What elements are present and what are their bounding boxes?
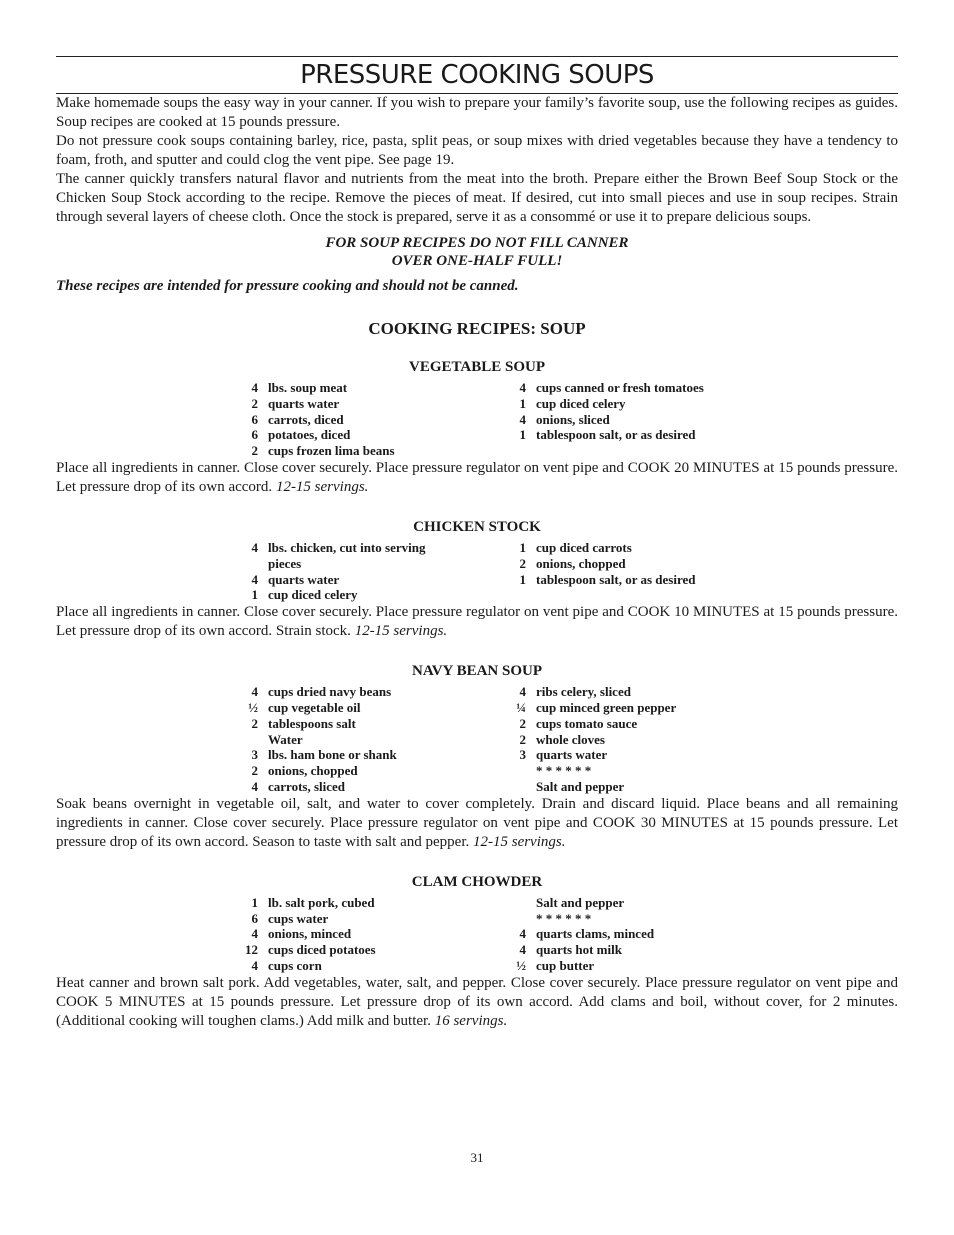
ingredient-quantity: 1 [519,571,526,587]
ingredient-column-right [502,540,770,603]
ingredient-row [234,763,502,779]
ingredient-quantity: 4 [519,411,526,427]
ingredient-row [502,763,770,779]
ingredient-text: potatoes, diced [268,427,351,443]
ingredient-row [234,942,502,958]
ingredient-row [502,572,770,588]
ingredient-text: cup diced celery [268,587,358,603]
ingredient-row [234,412,502,428]
recipe-title: CHICKEN STOCK [413,518,541,535]
ingredient-text: cup vegetable oil [268,699,361,715]
ingredient-text: tablespoon salt, or as desired [536,427,696,443]
ingredient-quantity: 2 [251,715,258,731]
ingredient-quantity: 4 [251,380,258,395]
ingredient-text: cups frozen lima beans [268,443,395,459]
ingredient-text: quarts clams, minced [536,926,655,942]
ingredient-quantity: 2 [251,763,258,779]
ingredient-text: lbs. chicken, cut into serving [268,539,426,555]
ingredient-row [234,911,502,927]
ingredient-row [234,540,502,556]
ingredient-column-right [502,684,770,795]
directions-text: Place all ingredients in canner. Close cover securely. Place pressure regulator on vent pipe and COOK 20 MINUTES at 15 pounds pressure. Let pressure drop of its own accord. [56,459,898,495]
ingredient-row [502,700,770,716]
ingredient-quantity [234,556,268,572]
ingredient-text: pieces [268,555,302,571]
ingredient-row [502,779,770,795]
ingredient-row [234,779,502,795]
ingredient-row [502,895,770,911]
recipe-directions [56,974,898,1031]
ingredient-row [234,427,502,443]
ingredient-quantity: 4 [519,684,526,700]
ingredient-row [502,716,770,732]
ingredient-text: onions, chopped [536,555,626,571]
ingredient-row [234,572,502,588]
ingredient-quantity: 6 [251,427,258,443]
ingredient-text: lbs. ham bone or shank [268,747,397,763]
ingredient-row [234,556,502,572]
ingredient-text: cups dried navy beans [268,684,392,700]
ingredient-quantity: 2 [519,715,526,731]
page-number: 31 [470,1150,484,1165]
ingredient-quantity [502,763,536,779]
servings-text: 12-15 servings. [354,623,448,640]
ingredient-row [234,396,502,412]
ingredient-list [234,895,898,974]
intro-paragraph-1: Make homemade soups the easy way in your canner. If you wish to prepare your family’s favorite soup, use the following recipes as guides. Soup recipes are cooked at 15 pounds pressure. [56,95,898,130]
servings-text: 16 servings. [434,1012,508,1029]
ingredient-quantity: 3 [519,747,526,763]
ingredient-quantity: 4 [519,380,526,395]
intro-paragraph-3: The canner quickly transfers natural flavor and nutrients from the meat into the broth. Prepare either the Brown Beef Soup Stock or the Chicken Soup Stock according to the recipe. Remove the pieces of meat. If desired, cut into small pieces and use in soup recipes. Strain through several layers of cheese cloth. Once the stock is prepared, serve it as a consommé or use it to prepare delicious soups. [56,171,898,225]
ingredient-quantity: 4 [251,684,258,700]
ingredient-row [502,427,770,443]
ingredient-row [502,556,770,572]
ingredient-row [234,443,502,459]
directions-text: Heat canner and brown salt pork. Add vegetables, water, salt, and pepper. Close cover securely. Place pressure regulator on vent pipe and COOK 5 MINUTES at 15 pounds pressure. Let pressure drop of its own accord. Add clams and boil, without cover, for 2 minutes. (Additional cooking will toughen clams.) Add milk and butter. [56,974,898,1029]
ingredient-text: onions, sliced [536,411,610,427]
ingredient-quantity [234,732,268,748]
recipe-block [56,358,898,497]
ingredient-list [234,380,898,459]
ingredient-quantity [502,911,536,927]
fill-warning-line-2: OVER ONE-HALF FULL! [391,253,563,269]
ingredient-text: quarts water [268,395,340,411]
ingredient-text: ribs celery, sliced [536,684,631,700]
ingredient-quantity: 1 [251,587,258,603]
fill-warning [56,234,898,270]
ingredient-row [502,684,770,700]
ingredient-column-left [234,380,502,459]
ingredient-column-right [502,380,770,459]
ingredient-row [502,747,770,763]
ingredient-quantity: 6 [251,411,258,427]
ingredient-quantity: 2 [519,555,526,571]
ingredient-quantity: 4 [251,957,258,973]
recipe-block [56,662,898,852]
recipe-title: NAVY BEAN SOUP [411,663,543,680]
ingredient-text: carrots, diced [268,411,344,427]
ingredient-quantity [502,895,536,911]
ingredient-column-left [234,895,502,974]
ingredient-row [234,684,502,700]
ingredient-quantity: 2 [251,443,258,459]
directions-text: Soak beans overnight in vegetable oil, salt, and water to cover completely. Drain and discard liquid. Place beans and all remaining ingredients in canner. Close cover securely. Place pressure regulator on vent pipe and COOK 30 MINUTES at 15 pounds pressure. Let pressure drop of its own accord. Season to taste with salt and pepper. [56,795,898,850]
ingredient-quantity: 2 [251,395,258,411]
servings-text: 12-15 servings. [275,478,369,495]
directions-text: Place all ingredients in canner. Close cover securely. Place pressure regulator on vent pipe and COOK 10 MINUTES at 15 pounds pressure. Let pressure drop of its own accord. Strain stock. [56,604,898,640]
section-title: COOKING RECIPES: SOUP [368,319,586,338]
ingredient-text: Salt and pepper [536,894,625,910]
ingredient-text: lbs. soup meat [268,380,348,395]
ingredient-quantity: 1 [251,894,258,910]
recipe-directions [56,459,898,497]
ingredient-row [234,747,502,763]
recipe-title: VEGETABLE SOUP [408,359,545,375]
ingredient-row [502,412,770,428]
ingredient-text: carrots, sliced [268,778,346,794]
ingredient-quantity: 1 [519,395,526,411]
ingredient-text: * * * * * * [536,763,592,779]
ingredient-row [234,587,502,603]
ingredient-text: Water [268,731,303,747]
recipes-container [56,358,898,1031]
ingredient-quantity: 4 [251,778,258,794]
ingredient-row [234,380,502,396]
ingredient-row [502,958,770,974]
ingredient-text: * * * * * * [536,910,592,926]
ingredient-quantity [502,779,536,795]
ingredient-text: Salt and pepper [536,778,625,794]
ingredient-text: tablespoons salt [268,715,356,731]
ingredient-text: whole cloves [536,731,605,747]
ingredient-column-left [234,540,502,603]
ingredient-row [502,396,770,412]
recipe-title: CLAM CHOWDER [411,873,543,890]
ingredient-text: onions, chopped [268,763,358,779]
ingredient-row [502,911,770,927]
ingredient-quantity: ½ [248,699,258,715]
ingredient-row [234,895,502,911]
ingredient-row [502,732,770,748]
recipe-directions [56,795,898,852]
ingredient-text: cups tomato sauce [536,715,638,731]
page-title: PRESSURE COOKING SOUPS [300,60,654,90]
ingredient-text: lb. salt pork, cubed [268,894,375,910]
ingredient-text: quarts water [536,747,608,763]
ingredient-text: quarts water [268,571,340,587]
servings-text: 12-15 servings. [472,833,566,850]
ingredient-quantity: 6 [251,910,258,926]
recipe-directions [56,603,898,641]
ingredient-text: cups corn [268,957,322,973]
ingredient-row [502,942,770,958]
ingredient-text: cups canned or fresh tomatoes [536,380,704,395]
ingredient-quantity: 1 [519,427,526,443]
document-page [56,56,898,1031]
ingredient-text: cups diced potatoes [268,942,376,958]
ingredient-text: cup minced green pepper [536,699,677,715]
ingredient-quantity: 1 [519,539,526,555]
ingredient-text: cup diced carrots [536,539,632,555]
ingredient-quantity: ¼ [516,699,526,715]
ingredient-column-right [502,895,770,974]
ingredient-text: cup diced celery [536,395,626,411]
intro-paragraph-2: Do not pressure cook soups containing barley, rice, pasta, split peas, or soup mixes with dried vegetables because they have a tendency to foam, froth, and sputter and could clog the vent pipe. See page 19. [56,133,898,168]
ingredient-quantity: 4 [251,571,258,587]
ingredient-row [502,540,770,556]
recipe-block [56,873,898,1031]
ingredient-row [234,732,502,748]
canning-note: These recipes are intended for pressure cooking and should not be canned. [56,278,519,294]
ingredient-list [234,540,898,603]
ingredient-text: quarts hot milk [536,942,622,958]
ingredient-row [234,700,502,716]
ingredient-row [502,926,770,942]
top-rule [56,56,898,57]
ingredient-text: onions, minced [268,926,352,942]
ingredient-quantity: 4 [519,926,526,942]
ingredient-quantity: 3 [251,747,258,763]
fill-warning-line-1: FOR SOUP RECIPES DO NOT FILL CANNER [325,235,629,251]
ingredient-quantity: 4 [251,926,258,942]
ingredient-list [234,684,898,795]
ingredient-row [234,716,502,732]
recipe-block [56,518,898,641]
ingredient-row [234,958,502,974]
ingredient-quantity: 4 [251,539,258,555]
ingredient-text: cups water [268,910,329,926]
ingredient-row [234,926,502,942]
ingredient-quantity: 12 [245,942,258,958]
ingredient-quantity: ½ [516,957,526,973]
ingredient-quantity: 2 [519,731,526,747]
ingredient-text: cup butter [536,957,595,973]
ingredient-quantity: 4 [519,942,526,958]
ingredient-row [502,380,770,396]
ingredient-text: tablespoon salt, or as desired [536,571,696,587]
ingredient-column-left [234,684,502,795]
